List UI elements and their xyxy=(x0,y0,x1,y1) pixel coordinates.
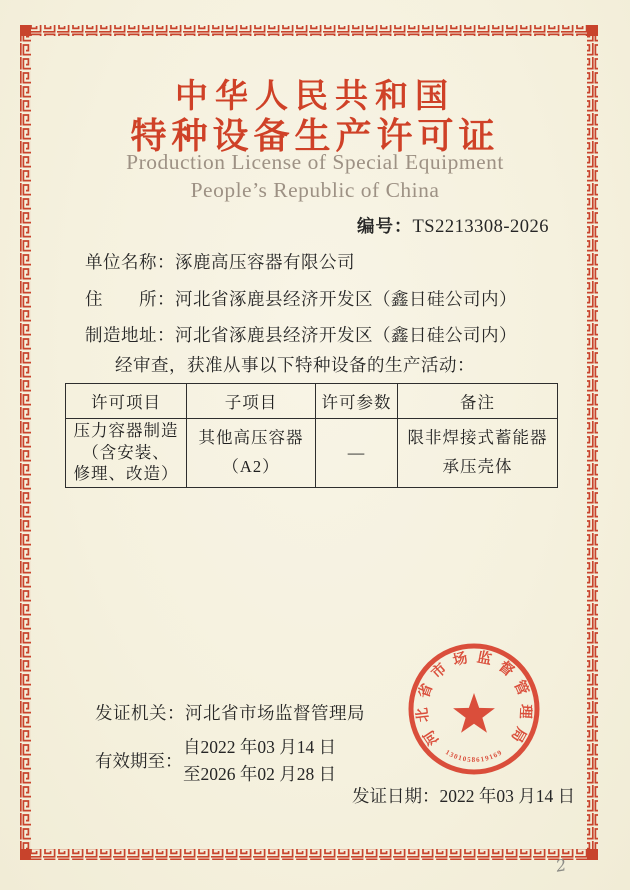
official-seal xyxy=(405,640,543,778)
field-manufacturing-address-value: 河北省涿鹿县经济开发区（鑫日硅公司内） xyxy=(175,325,517,345)
cell-remark xyxy=(398,419,558,488)
handwritten-mark: 2 xyxy=(554,855,568,876)
issuer-label: 发证机关： xyxy=(95,703,185,723)
field-company-name-value: 涿鹿高压容器有限公司 xyxy=(175,252,355,272)
validity-to: 至2026 年02 月28 日 xyxy=(183,764,337,784)
cell-parameter: — xyxy=(316,419,398,488)
permit-item-line1: 压力容器制造 xyxy=(73,421,179,441)
validity-label: 有效期至： xyxy=(95,751,183,771)
license-number xyxy=(357,213,549,238)
field-address-label: 住 所： xyxy=(85,289,175,309)
field-manufacturing-address-label: 制造地址： xyxy=(85,325,175,345)
title-en-line1: Production License of Special Equipment xyxy=(126,150,504,174)
red-star-icon xyxy=(453,693,495,733)
table-header-row xyxy=(66,384,558,419)
table-header-remark: 备注 xyxy=(398,384,558,419)
field-address xyxy=(85,286,517,311)
frame-bottom xyxy=(20,849,598,860)
issuer-row xyxy=(95,700,365,725)
seal-text: 河北省市场监督管理局 xyxy=(414,649,534,748)
table-header-parameter: 许可参数 xyxy=(316,384,398,419)
seal-number-container xyxy=(444,748,504,764)
issue-date-value: 2022 年03 月14 日 xyxy=(439,786,576,806)
field-address-value: 河北省涿鹿县经济开发区（鑫日硅公司内） xyxy=(175,289,517,309)
table-header-permit-item: 许可项目 xyxy=(66,384,187,419)
field-company-name xyxy=(85,249,355,274)
intro-text: 经审查，获准从事以下特种设备的生产活动： xyxy=(115,355,475,375)
table-header-sub-item: 子项目 xyxy=(187,384,316,419)
remark-line1: 限非焊接式蓄能器 xyxy=(407,428,548,448)
field-company-name-label: 单位名称： xyxy=(85,252,175,272)
title-cn-line1: 中华人民共和国 xyxy=(175,79,455,115)
permit-item-line2: （含安装、 xyxy=(82,442,170,462)
license-number-label: 编号： xyxy=(357,216,413,236)
validity-from: 自2022 年03 月14 日 xyxy=(183,737,337,757)
issue-date-row xyxy=(352,783,575,808)
field-manufacturing-address xyxy=(85,322,517,347)
table-row xyxy=(66,419,558,488)
cell-permit-item xyxy=(66,419,187,488)
permit-item-line3: 修理、改造） xyxy=(73,463,179,483)
issue-date-label: 发证日期： xyxy=(352,786,440,806)
seal-number: 1301058619169 xyxy=(443,748,505,765)
sub-item-line1: 其他高压容器 xyxy=(198,428,304,448)
title-cn-line2: 特种设备生产许可证 xyxy=(130,116,500,156)
remark-line2: 承压壳体 xyxy=(442,456,513,476)
sub-item-line2: （A2） xyxy=(222,456,280,476)
license-number-value: TS2213308-2026 xyxy=(412,217,549,237)
frame-top xyxy=(20,25,598,36)
title-en-line2: People’s Republic of China xyxy=(190,178,440,202)
issuer-value: 河北省市场监督管理局 xyxy=(185,703,365,723)
cell-sub-item xyxy=(187,419,316,488)
license-table xyxy=(65,383,558,488)
